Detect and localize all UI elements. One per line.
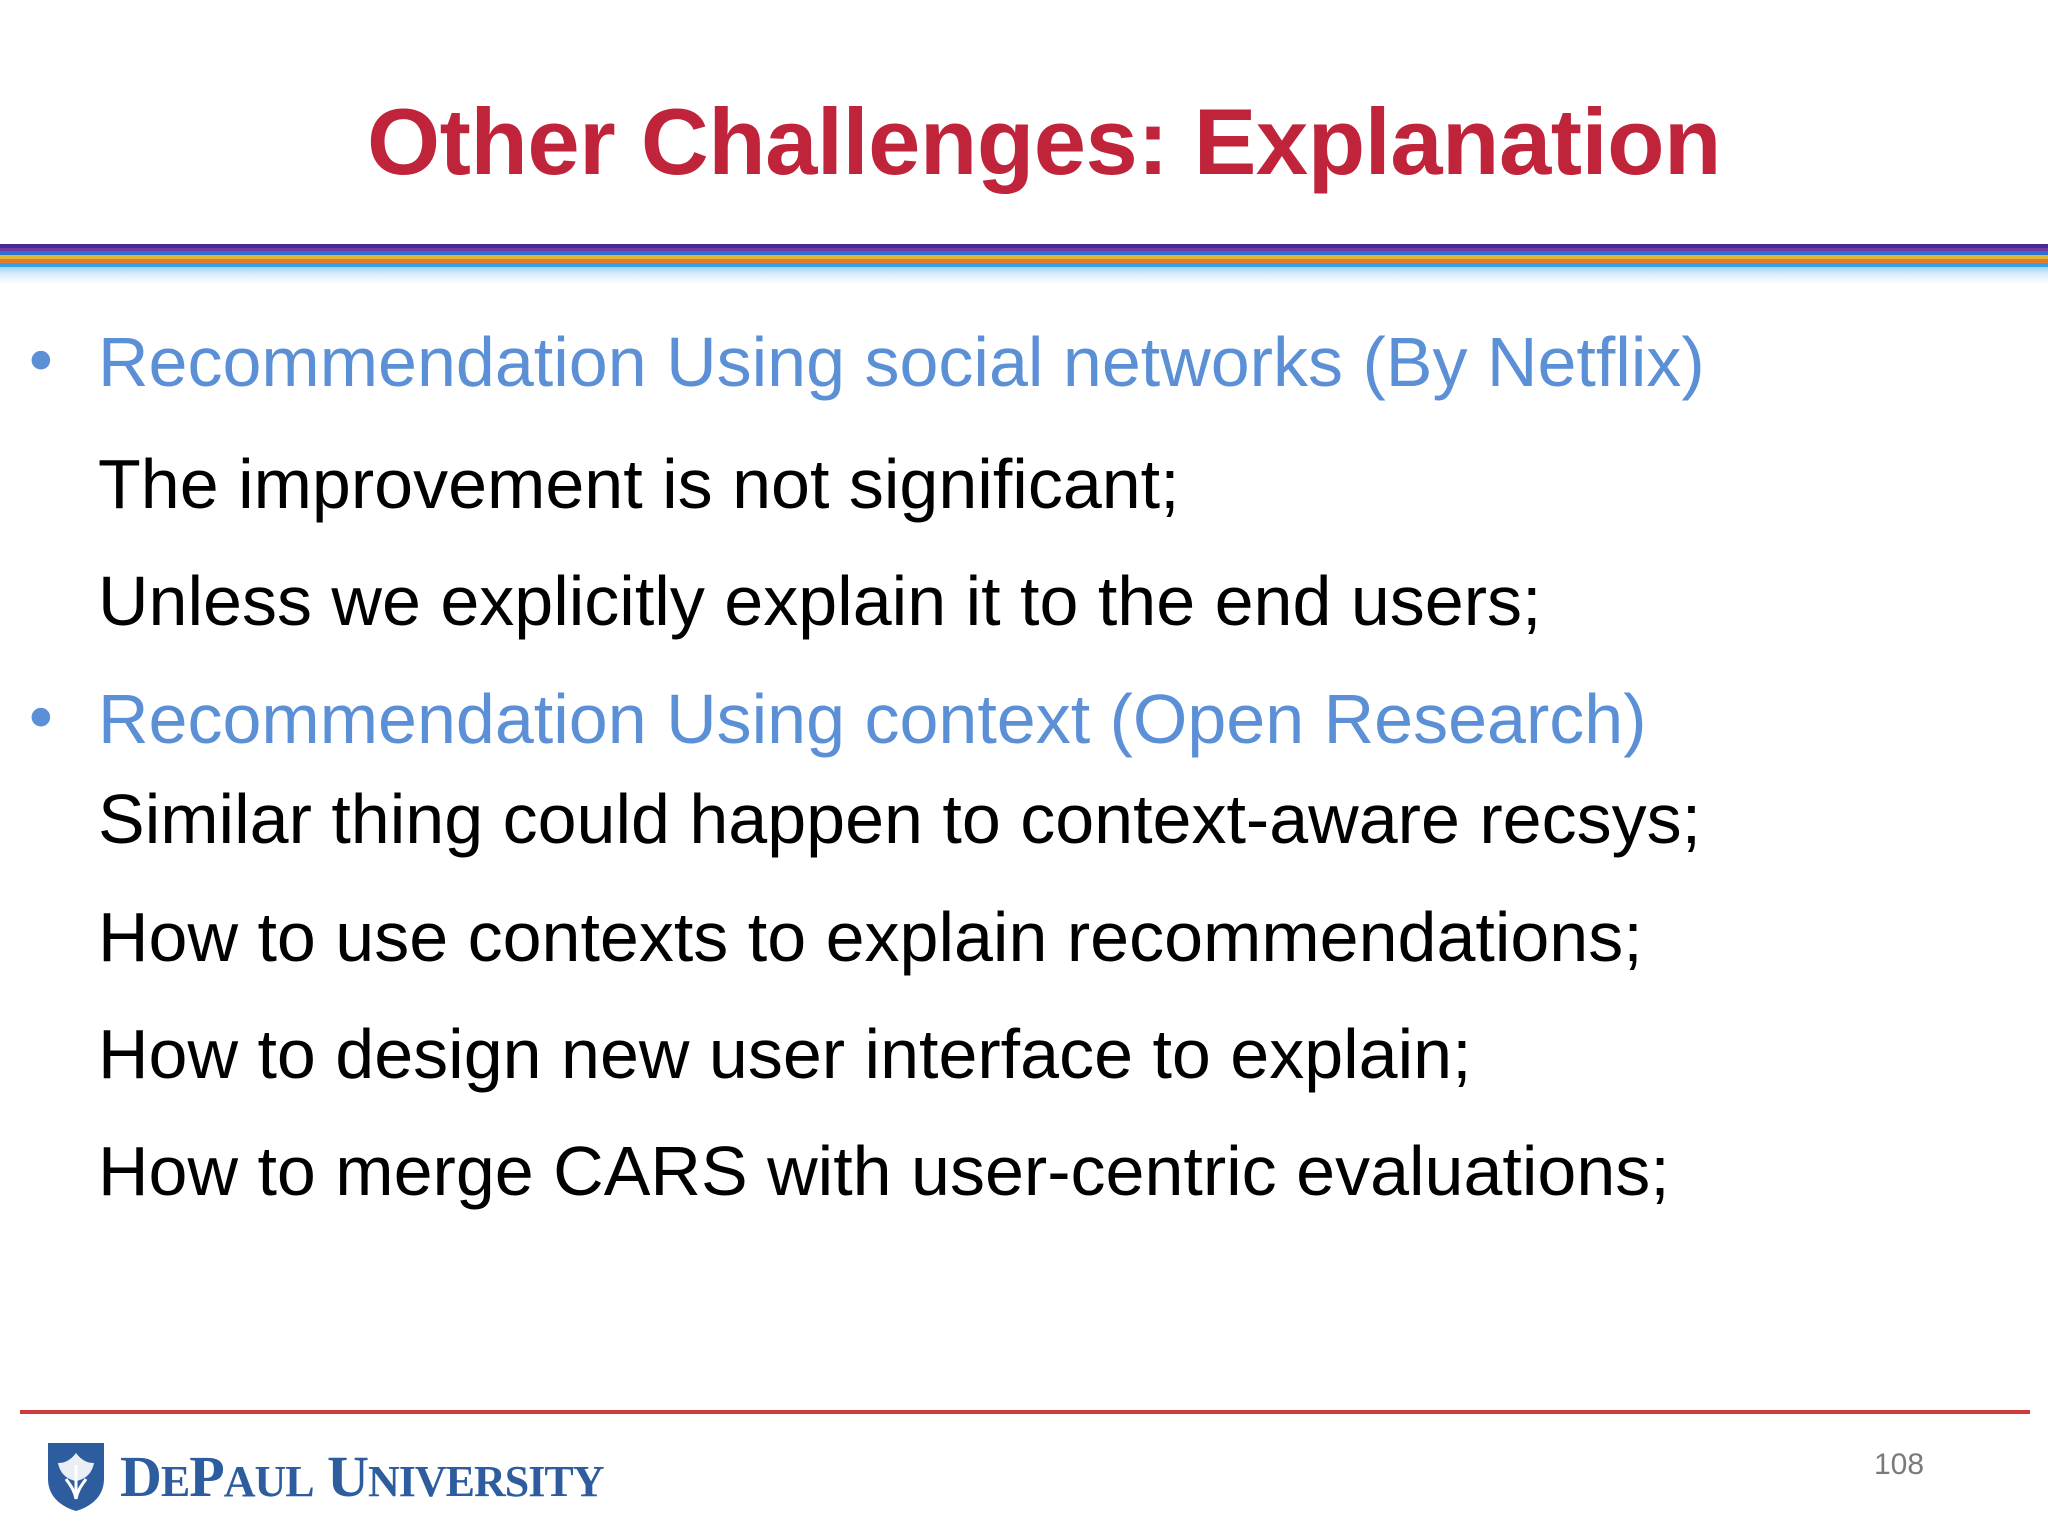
depaul-shield-icon xyxy=(44,1439,108,1513)
bullet-body-line: The improvement is not significant; xyxy=(98,445,1180,523)
bullet-heading: Recommendation Using context (Open Research) xyxy=(98,680,1647,758)
bullet-body-line: Similar thing could happen to context-aware recsys; xyxy=(98,780,1702,858)
bullet-body-line: How to use contexts to explain recommendations; xyxy=(98,898,1643,976)
page-number: 108 xyxy=(1874,1448,1925,1481)
footer-divider xyxy=(20,1410,2030,1414)
bullet-heading: Recommendation Using social networks (By Netflix) xyxy=(98,323,1705,401)
bullet-body-line: Unless we explicitly explain it to the end users; xyxy=(98,562,1542,640)
bullet-marker: • xyxy=(22,683,60,757)
bullet-body-line: How to design new user interface to explain; xyxy=(98,1015,1472,1093)
bullet-marker: • xyxy=(22,326,60,400)
logo-wordmark: DEPAUL UNIVERSITY xyxy=(120,1443,604,1509)
title-divider xyxy=(0,244,2048,284)
bullet-body-line: How to merge CARS with user-centric evaluations; xyxy=(98,1132,1670,1210)
university-logo xyxy=(44,1436,604,1516)
slide-title: Other Challenges: Explanation xyxy=(367,89,1721,194)
